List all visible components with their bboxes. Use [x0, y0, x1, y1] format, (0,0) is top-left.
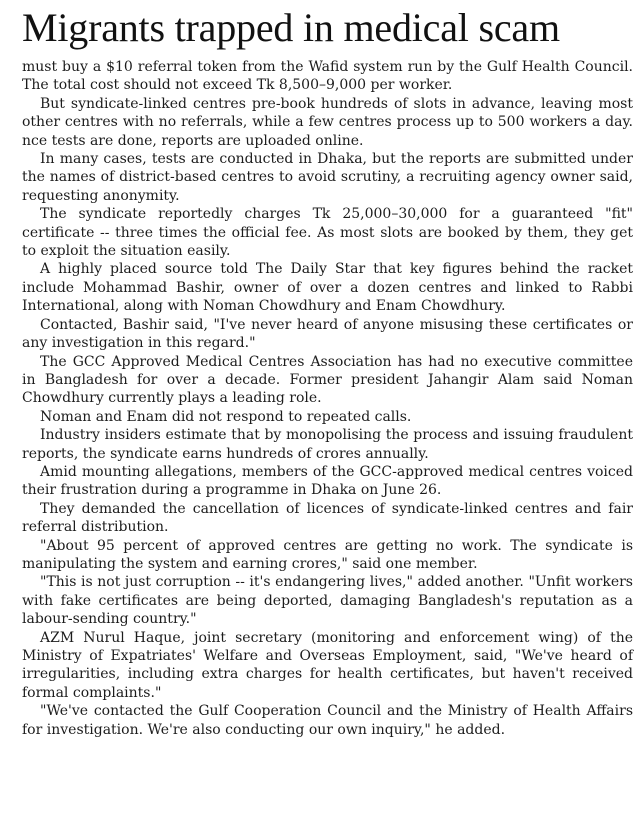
paragraph: AZM Nurul Haque, joint secretary (monitoring and enforcement wing) of the Ministry of Expatriates' Welfare and Overseas Employment, said, "We've heard of irregularities, including extra charges for health certificates, but haven't received formal complaints.": [22, 629, 633, 701]
paragraph: "About 95 percent of approved centres are getting no work. The syndicate is manipulating the system and earning crores," said one member.: [22, 537, 633, 572]
paragraph: Amid mounting allegations, members of the GCC-approved medical centres voiced their frustration during a programme in Dhaka on June 26.: [22, 463, 633, 499]
paragraph: A highly placed source told The Daily Star that key figures behind the racket include Mohammad Bashir, owner of over a dozen centres and linked to Rabbi International, along with Noman Chowdhury and Enam Chowdhury.: [22, 261, 633, 315]
article-body: [22, 58, 633, 739]
paragraph: In many cases, tests are conducted in Dhaka, but the reports are submitted under the names of district-based centres to avoid scrutiny, a recruiting agency owner said, requesting anonymity.: [22, 151, 633, 204]
paragraph: But syndicate-linked centres pre-book hundreds of slots in advance, leaving most other centres with no referrals, while a few centres process up to 500 workers a day. nce tests are done, reports are uploaded online.: [22, 95, 633, 149]
paragraph: The syndicate reportedly charges Tk 25,000–30,000 for a guaranteed "fit" certificate -- three times the official fee. As most slots are booked by them, they get to exploit the situation easily.: [22, 206, 633, 260]
paragraph: must buy a $10 referral token from the Wafid system run by the Gulf Health Council. The total cost should not exceed Tk 8,500–9,000 per worker.: [22, 59, 633, 94]
paragraph: Industry insiders estimate that by monopolising the process and issuing fraudulent reports, the syndicate earns hundreds of crores annually.: [22, 427, 633, 462]
headline: Migrants trapped in medical scam: [22, 5, 560, 50]
paragraph: "We've contacted the Gulf Cooperation Council and the Ministry of Health Affairs for investigation. We're also conducting our own inquiry," he added.: [22, 703, 633, 738]
paragraph: They demanded the cancellation of licences of syndicate-linked centres and fair referral distribution.: [22, 500, 633, 536]
paragraph: The GCC Approved Medical Centres Association has had no executive committee in Bangladesh for over a decade. Former president Jahangir Alam said Noman Chowdhury currently plays a leading role.: [22, 353, 633, 407]
paragraph: Noman and Enam did not respond to repeated calls.: [40, 408, 412, 425]
paragraph: "This is not just corruption -- it's endangering lives," added another. "Unfit workers with fake certificates are being deported, damaging Bangladesh's reputation as a labour-sending country.": [22, 574, 633, 628]
paragraph: Contacted, Bashir said, "I've never heard of anyone misusing these certificates or any investigation in this regard.": [22, 316, 633, 352]
